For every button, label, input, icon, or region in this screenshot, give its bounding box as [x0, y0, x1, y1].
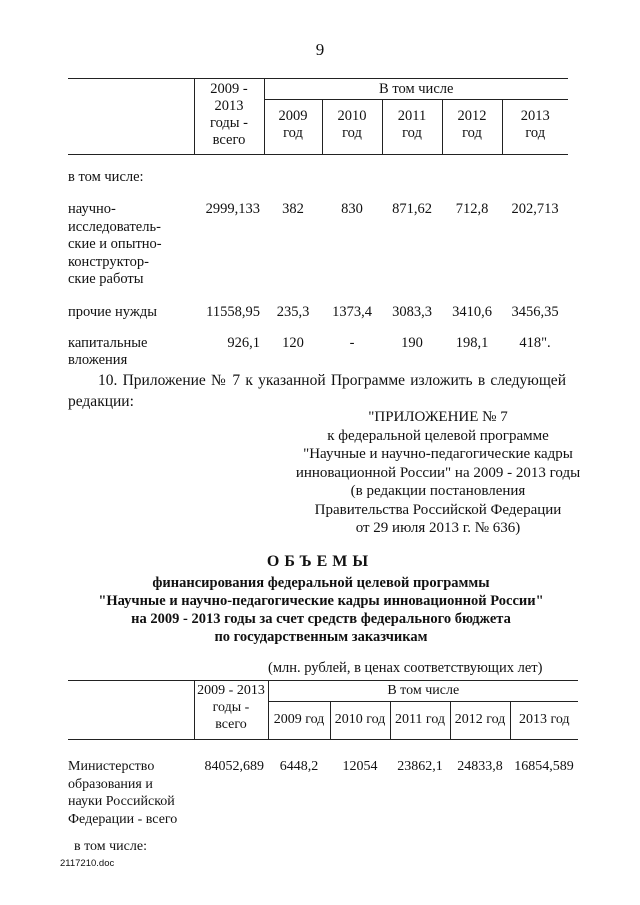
appendix-header — [282, 408, 594, 538]
header-year-2013: 2013 год — [502, 100, 568, 155]
appendix-line: "Научные и научно-педагогические кадры — [303, 446, 573, 462]
row-value: 3456,35 — [511, 303, 559, 320]
row-value: 1373,4 — [332, 303, 372, 320]
header-year-2010: 2010 год — [330, 702, 390, 740]
row-total: 11558,95 — [206, 303, 260, 320]
row-value: 418". — [519, 334, 551, 351]
row-value: 830 — [341, 201, 363, 217]
page-number: 9 — [315, 40, 325, 59]
header-year-2013: 2013 год — [510, 702, 578, 740]
units-note: (млн. рублей, в ценах соответствующих лет) — [268, 660, 543, 676]
row-value: 24833,8 — [457, 759, 503, 774]
header-group: В том числе — [264, 79, 568, 100]
row-value: 120 — [282, 334, 304, 351]
row-value: 198,1 — [455, 334, 489, 351]
row-value: 6448,2 — [279, 759, 319, 774]
document-id: 2117210.doc — [60, 858, 115, 869]
funding-table-continued — [68, 78, 568, 369]
header-year-2011: 2011 год — [382, 100, 442, 155]
appendix-line: "ПРИЛОЖЕНИЕ № 7 — [368, 409, 508, 425]
row-value: 3410,6 — [452, 303, 492, 320]
table-row — [68, 740, 578, 829]
header-year-2012: 2012 год — [450, 702, 510, 740]
header-year-2009: 2009 год — [264, 100, 322, 155]
row-value: 190 — [401, 334, 423, 351]
row-total: 926,1 — [227, 334, 260, 351]
row-value: 16854,589 — [514, 759, 574, 774]
row-value: 12054 — [342, 759, 378, 774]
appendix-line: Правительства Российской Федерации — [314, 501, 562, 518]
header-empty-cell — [68, 681, 194, 740]
row-total: 2999,133 — [205, 201, 260, 217]
table-row — [68, 289, 568, 321]
appendix-line: (в редакции постановления — [350, 483, 526, 499]
row-value: 382 — [282, 201, 304, 217]
header-year-2012: 2012 год — [442, 100, 502, 155]
paragraph-10: 10. Приложение № 7 к указанной Программе изложить в следующей редакции: — [68, 372, 566, 410]
row-value: 235,3 — [276, 303, 310, 320]
subhead: в том числе: — [74, 839, 147, 854]
row-value: 202,713 — [511, 201, 559, 217]
row-value: - — [349, 334, 355, 351]
header-year-2009: 2009 год — [268, 702, 330, 740]
subhead: в том числе: — [68, 169, 144, 185]
row-value: 3083,3 — [392, 303, 432, 320]
header-year-2010: 2010 год — [322, 100, 382, 155]
header-year-2011: 2011 год — [390, 702, 450, 740]
appendix-line: от 29 июля 2013 г. № 636) — [355, 520, 521, 536]
table-row — [68, 321, 568, 369]
volumes-title: ОБЪЕМЫ — [266, 553, 374, 570]
header-group: В том числе — [268, 681, 578, 702]
funding-by-customer-table — [68, 680, 578, 855]
appendix-line: к федеральной целевой программе — [327, 427, 549, 444]
row-value: 871,62 — [392, 201, 432, 217]
volumes-subtitle: финансирования федеральной целевой программы "Научные и научно-педагогические кадры инновационной России" на 2009 - 2013 годы за счет средств федерального бюджета по государственным заказчикам — [98, 575, 544, 645]
appendix-line: инновационной России" на 2009 - 2013 годы — [295, 464, 581, 481]
row-label: капитальные вложения — [68, 334, 148, 368]
row-label: научно- исследователь- ские и опытно- конструктор- ские работы — [68, 201, 162, 287]
row-label: Министерство образования и науки Российской Федерации - всего — [68, 759, 178, 827]
header-total: 2009 - 2013 годы - всего — [194, 681, 268, 740]
table-row — [68, 186, 568, 289]
header-total: 2009 - 2013 годы - всего — [194, 79, 264, 155]
row-total: 84052,689 — [204, 759, 264, 774]
header-empty-cell — [68, 79, 194, 155]
row-value: 23862,1 — [397, 759, 443, 774]
row-value: 712,8 — [455, 201, 489, 217]
row-label: прочие нужды — [68, 303, 157, 320]
